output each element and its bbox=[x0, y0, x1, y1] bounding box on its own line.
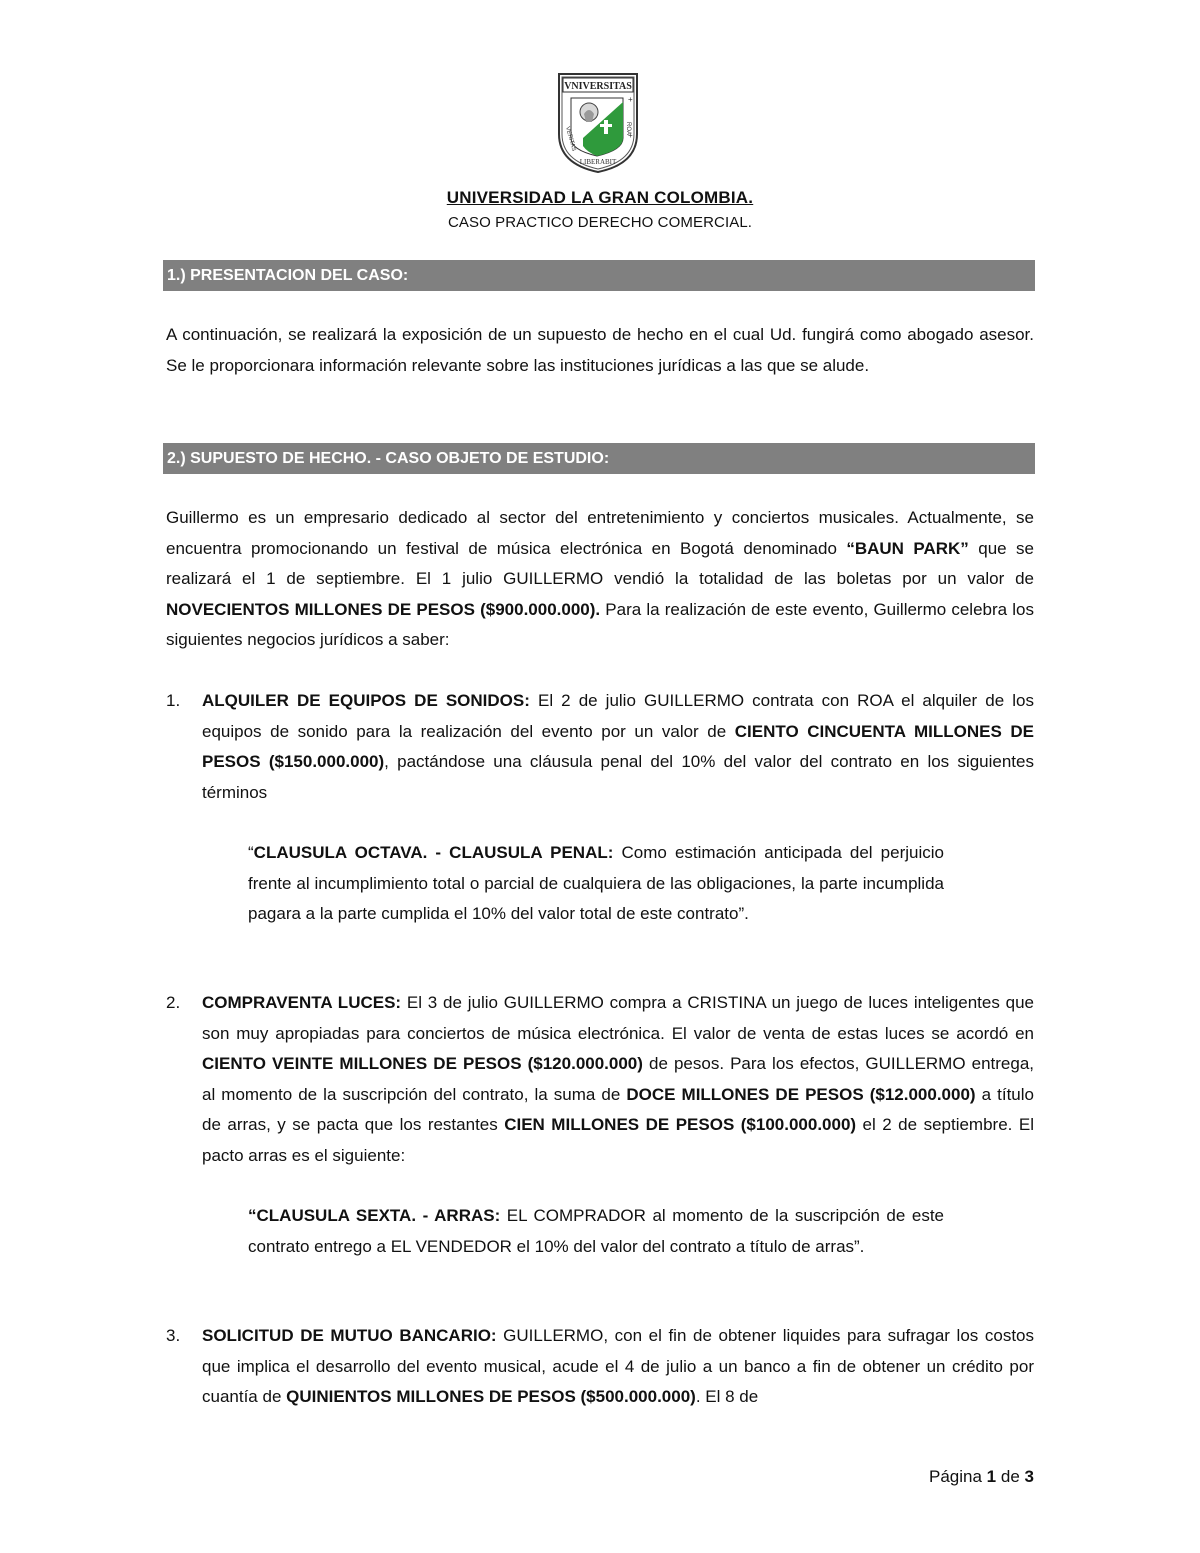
list-item-compraventa bbox=[166, 988, 1034, 1171]
svg-text:LIBERABIT: LIBERABIT bbox=[579, 158, 617, 166]
university-title: UNIVERSIDAD LA GRAN COLOMBIA. bbox=[446, 188, 754, 207]
svg-text:VERITAS: VERITAS bbox=[564, 125, 577, 152]
svg-text:VNIVERSITAS: VNIVERSITAS bbox=[564, 81, 632, 92]
list-item-text: COMPRAVENTA LUCES: El 3 de julio GUILLERMO compra a CRISTINA un juego de luces inteligentes que son muy apropiadas para conciertos de música electrónica. El valor de venta de estas luces se acordó en CIENTO VEINTE MILLONES DE PESOS ($120.000.000) de pesos. Para los efectos, GUILLERMO entrega, al momento de la suscripción del contrato, la suma de DOCE MILLONES DE PESOS ($12.000.000) a título de arras, y se pacta que los restantes CIEN MILLONES DE PESOS ($100.000.000) el 2 de septiembre. El pacto arras es el siguiente: bbox=[202, 993, 1034, 1165]
page-number-footer: Página 1 de 3 bbox=[929, 1467, 1034, 1486]
clausula-arras-quote: “CLAUSULA SEXTA. - ARRAS: EL COMPRADOR al momento de la suscripción de este contrato entrego a EL VENDEDOR el 10% del valor del contrato a título de arras”. bbox=[248, 1206, 944, 1256]
section-1-body: A continuación, se realizará la exposición de un supuesto de hecho en el cual Ud. fungirá como abogado asesor. Se le proporcionara información relevante sobre las instituciones jurídicas a las que se alude. bbox=[166, 325, 1034, 375]
university-crest-logo bbox=[557, 72, 639, 174]
list-item-mutuo bbox=[166, 1321, 1034, 1413]
list-item-alquiler bbox=[166, 686, 1034, 808]
clausula-penal-quote: “CLAUSULA OCTAVA. - CLAUSULA PENAL: Como estimación anticipada del perjuicio frente al incumplimiento total o parcial de cualquiera de las obligaciones, la parte incumplida pagara a la parte cumplida el 10% del valor total de este contrato”. bbox=[248, 843, 944, 923]
list-number: 3. bbox=[166, 1326, 181, 1345]
list-number: 2. bbox=[166, 993, 181, 1012]
document-subtitle: CASO PRACTICO DERECHO COMERCIAL. bbox=[447, 214, 753, 231]
list-item-text: SOLICITUD DE MUTUO BANCARIO: GUILLERMO, con el fin de obtener liquides para sufragar los costos que implica el desarrollo del evento musical, acude el 4 de julio a un banco a fin de obtener un crédito por cuantía de QUINIENTOS MILLONES DE PESOS ($500.000.000). El 8 de bbox=[202, 1326, 1035, 1406]
list-number: 1. bbox=[166, 691, 181, 710]
section-1-heading: 1.) PRESENTACION DEL CASO: bbox=[163, 260, 1035, 291]
svg-text:+: + bbox=[628, 131, 633, 140]
svg-text:+: + bbox=[628, 95, 633, 104]
svg-text:ROA: ROA bbox=[625, 122, 631, 136]
section-2-intro: Guillermo es un empresario dedicado al sector del entretenimiento y conciertos musicales. Actualmente, se encuentra promocionando un festival de música electrónica en Bogotá denominado “BAUN PARK” que se realizará el 1 de septiembre. El 1 julio GUILLERMO vendió la totalidad de las boletas por un valor de NOVECIENTOS MILLONES DE PESOS ($900.000.000). Para la realización de este evento, Guillermo celebra los siguientes negocios jurídicos a saber: bbox=[166, 508, 1035, 649]
section-2-heading: 2.) SUPUESTO DE HECHO. - CASO OBJETO DE ESTUDIO: bbox=[163, 443, 1035, 474]
list-item-text: ALQUILER DE EQUIPOS DE SONIDOS: El 2 de julio GUILLERMO contrata con ROA el alquiler de los equipos de sonido para la realización del evento por un valor de CIENTO CINCUENTA MILLONES DE PESOS ($150.000.000), pactándose una cláusula penal del 10% del valor del contrato en los siguientes términos bbox=[202, 691, 1035, 802]
